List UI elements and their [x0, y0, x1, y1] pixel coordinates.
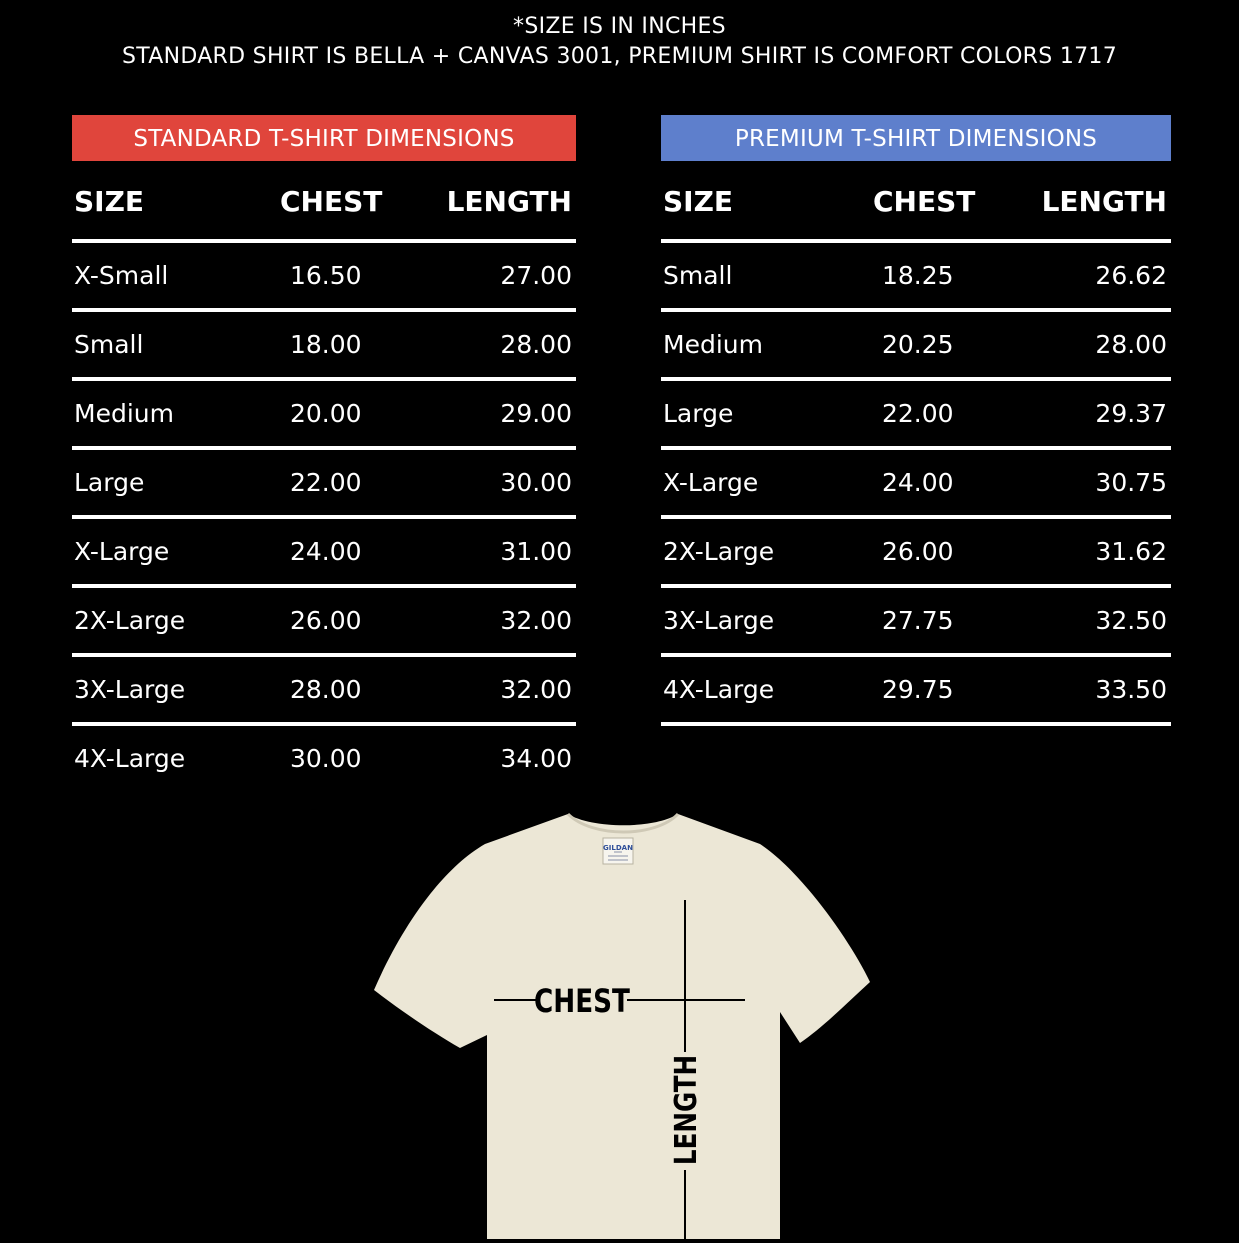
size-cell: X-Small: [74, 261, 169, 290]
size-cell: Small: [74, 330, 144, 359]
column-header-size: SIZE: [74, 185, 145, 218]
length-cell: 34.00: [500, 744, 572, 773]
chest-cell: 16.50: [290, 261, 362, 290]
length-cell: 29.37: [1095, 399, 1167, 428]
table-row: [661, 519, 1171, 588]
tshirt-illustration: [360, 800, 890, 1239]
table-row: [72, 588, 576, 657]
table-row: [661, 657, 1171, 726]
column-header-length: LENGTH: [446, 185, 572, 218]
standard-table-title: STANDARD T-SHIRT DIMENSIONS: [72, 115, 576, 161]
column-header-size: SIZE: [663, 185, 734, 218]
premium-column-headers: [661, 183, 1171, 243]
table-row: [72, 657, 576, 726]
length-cell: 31.00: [500, 537, 572, 566]
size-cell: Medium: [663, 330, 763, 359]
table-row: [72, 312, 576, 381]
table-row: [661, 243, 1171, 312]
chest-cell: 22.00: [882, 399, 954, 428]
tag-brand-text: GILDAN: [603, 844, 633, 852]
chest-cell: 20.00: [290, 399, 362, 428]
length-cell: 29.00: [500, 399, 572, 428]
table-row: [661, 312, 1171, 381]
chest-cell: 18.00: [290, 330, 362, 359]
table-row: [72, 243, 576, 312]
shirt-models-note: STANDARD SHIRT IS BELLA + CANVAS 3001, PREMIUM SHIRT IS COMFORT COLORS 1717: [121, 44, 1118, 69]
column-header-chest: CHEST: [280, 185, 383, 218]
standard-column-headers: [72, 183, 576, 243]
chest-cell: 24.00: [290, 537, 362, 566]
chest-cell: 22.00: [290, 468, 362, 497]
size-cell: Small: [663, 261, 733, 290]
table-row: [661, 381, 1171, 450]
size-cell: X-Large: [663, 468, 759, 497]
premium-size-table: [661, 115, 1171, 726]
chest-cell: 26.00: [882, 537, 954, 566]
size-cell: 2X-Large: [663, 537, 775, 566]
length-label: LENGTH: [669, 1054, 704, 1166]
premium-table-title: PREMIUM T-SHIRT DIMENSIONS: [661, 115, 1171, 161]
chest-cell: 29.75: [882, 675, 954, 704]
length-cell: 31.62: [1095, 537, 1167, 566]
chest-cell: 28.00: [290, 675, 362, 704]
length-cell: 32.50: [1095, 606, 1167, 635]
length-cell: 26.62: [1095, 261, 1167, 290]
length-cell: 30.75: [1095, 468, 1167, 497]
size-cell: 3X-Large: [663, 606, 775, 635]
chest-cell: 20.25: [882, 330, 954, 359]
size-cell: Large: [663, 399, 734, 428]
table-row: [72, 381, 576, 450]
chest-cell: 30.00: [290, 744, 362, 773]
size-cell: X-Large: [74, 537, 170, 566]
length-cell: 32.00: [500, 606, 572, 635]
length-cell: 30.00: [500, 468, 572, 497]
length-cell: 27.00: [500, 261, 572, 290]
size-cell: 4X-Large: [663, 675, 775, 704]
size-cell: Large: [74, 468, 145, 497]
length-cell: 28.00: [1095, 330, 1167, 359]
length-cell: 28.00: [500, 330, 572, 359]
standard-size-table: [72, 115, 576, 795]
table-row: [661, 588, 1171, 657]
chest-label: CHEST: [534, 982, 630, 1020]
table-row: [72, 450, 576, 519]
chest-cell: 26.00: [290, 606, 362, 635]
tshirt-shape: [374, 814, 870, 1239]
size-cell: 3X-Large: [74, 675, 186, 704]
table-row: [661, 450, 1171, 519]
column-header-length: LENGTH: [1041, 185, 1167, 218]
size-cell: 4X-Large: [74, 744, 186, 773]
size-cell: 2X-Large: [74, 606, 186, 635]
chest-cell: 18.25: [882, 261, 954, 290]
length-cell: 33.50: [1095, 675, 1167, 704]
size-note: *SIZE IS IN INCHES: [513, 14, 726, 39]
chest-cell: 24.00: [882, 468, 954, 497]
tshirt-measurement-diagram: [360, 800, 890, 1239]
table-row: [72, 726, 576, 795]
table-row: [72, 519, 576, 588]
length-cell: 32.00: [500, 675, 572, 704]
column-header-chest: CHEST: [873, 185, 976, 218]
size-cell: Medium: [74, 399, 174, 428]
chest-cell: 27.75: [882, 606, 954, 635]
